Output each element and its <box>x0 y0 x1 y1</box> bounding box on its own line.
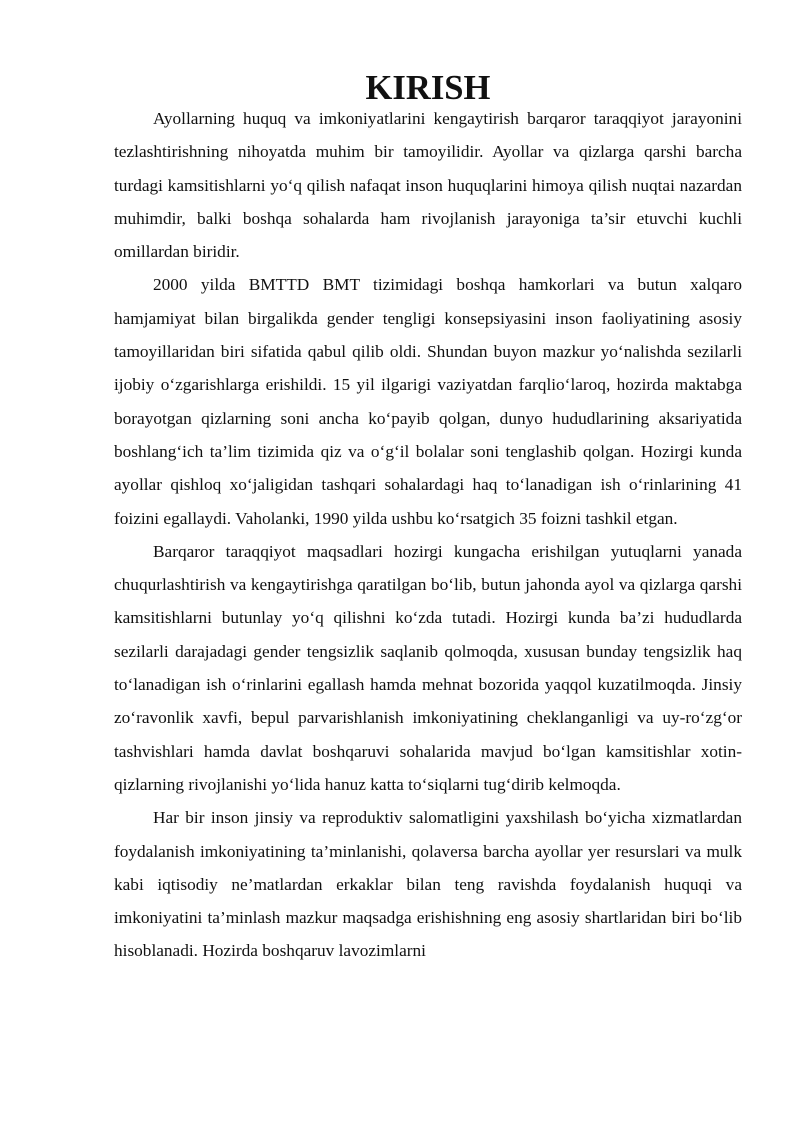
paragraph-2: 2000 yilda BMTTD BMT tizimidagi boshqa hamkorlari va butun xalqaro hamjamiyat bilan birgalikda gender tengligi konsepsiyasini inson faoliyatining asosiy tamoyillaridan biri sifatida qabul qilib oldi. Shundan buyon mazkur yo‘nalishda sezilarli ijobiy o‘zgarishlarga erishildi. 15 yil ilgarigi vaziyatdan farqlio‘laroq, hozirda maktabga borayotgan qizlarning soni ancha ko‘payib qolgan, dunyo hududlarining aksariyatida boshlang‘ich ta’lim tizimida qiz va o‘g‘il bolalar soni tenglashib qolgan. Hozirgi kunda ayollar qishloq xo‘jaligidan tashqari sohalardagi haq to‘lanadigan ish o‘rinlarining 41 foizini egallaydi. Vaholanki, 1990 yilda ushbu ko‘rsatgich 35 foizni tashkil etgan. <box>114 275 742 528</box>
paragraph-4: Har bir inson jinsiy va reproduktiv salomatligini yaxshilash bo‘yicha xizmatlardan foydalanish imkoniyatining ta’minlanishi, qolaversa barcha ayollar yer resurslari va mulk kabi iqtisodiy ne’matlardan erkaklar bilan teng ravishda foydalanish huquqi va imkoniyatini ta’minlash mazkur maqsadga erishishning eng asosiy shartlaridan biri bo‘lib hisoblanadi. Hozirda boshqaruv lavozimlarni <box>114 808 742 961</box>
paragraph-1: Ayollarning huquq va imkoniyatlarini kengaytirish barqaror taraqqiyot jarayonini tezlashtirishning nihoyatda muhim bir tamoyilidir. Ayollar va qizlarga qarshi barcha turdagi kamsitishlarni yo‘q qilish nafaqat inson huquqlarini himoya qilish nuqtai nazardan muhimdir, balki boshqa sohalarda ham rivojlanish jarayoniga ta’sir etuvchi kuchli omillardan biridir. <box>114 109 742 262</box>
document-page <box>114 69 742 968</box>
paragraph-3: Barqaror taraqqiyot maqsadlari hozirgi kungacha erishilgan yutuqlarni yanada chuqurlashtirish va kengaytirishga qaratilgan bo‘lib, butun jahonda ayol va qizlarga qarshi kamsitishlarni butunlay yo‘q qilishni ko‘zda tutadi. Hozirgi kunda ba’zi hududlarda sezilarli darajadagi gender tengsizlik saqlanib qolmoqda, xususan bunday tengsizlik haq to‘lanadigan ish o‘rinlarini egallash hamda mehnat bozorida yaqqol kuzatilmoqda. Jinsiy zo‘ravonlik xavfi, bepul parvarishlanish imkoniyatining cheklanganligi va uy-ro‘zg‘or tashvishlari hamda davlat boshqaruvi sohalarida mavjud bo‘lgan kamsitishlar xotin-qizlarning rivojlanishi yo‘lida hanuz katta to‘siqlarni tug‘dirib kelmoqda. <box>114 541 742 794</box>
page-title: KIRISH <box>365 69 491 107</box>
